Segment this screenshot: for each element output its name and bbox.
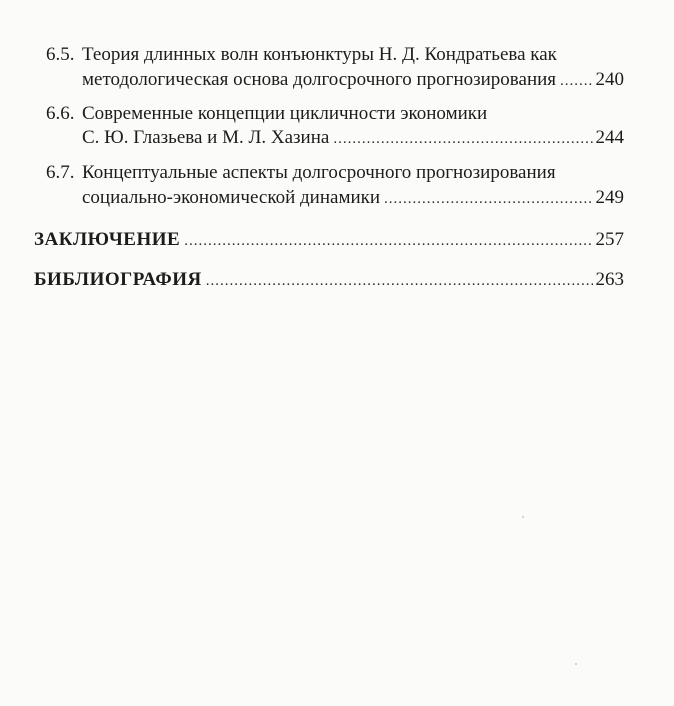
toc-entry-number: 6.5. (46, 44, 75, 65)
toc-entry-6-7-line1 (46, 161, 606, 185)
toc-entry-conclusion (34, 228, 624, 253)
toc-entry-title: ЗАКЛЮЧЕНИЕ (34, 229, 181, 250)
leader-dots (384, 187, 592, 211)
toc-page-number: 257 (595, 229, 624, 250)
leader-dots (184, 229, 592, 253)
toc-entry-title: БИБЛИОГРАФИЯ (34, 269, 202, 290)
toc-page-number: 244 (595, 127, 624, 148)
toc-entry-title-cont: социально-экономической динамики (82, 187, 381, 208)
paper-speck (522, 516, 524, 518)
toc-entry-6-5-line2 (82, 68, 624, 93)
toc-entry-6-5-line1 (46, 43, 606, 67)
toc-entry-6-7-line2 (82, 186, 624, 211)
toc-entry-title: Теория длинных волн конъюнктуры Н. Д. Кондратьева как (82, 44, 557, 65)
toc-entry-bibliography (34, 268, 624, 293)
toc-entry-number: 6.7. (46, 162, 75, 183)
toc-page-number: 249 (595, 187, 624, 208)
leader-dots (206, 269, 593, 293)
toc-page-number: 240 (595, 69, 624, 90)
toc-entry-title: Современные концепции цикличности экономики (82, 103, 488, 124)
toc-entry-6-6-line2 (82, 126, 624, 151)
toc-page-number: 263 (595, 269, 624, 290)
leader-dots (333, 127, 592, 151)
toc-entry-title-cont: методологическая основа долгосрочного прогнозирования (82, 69, 557, 90)
toc-entry-title-cont: С. Ю. Глазьева и М. Л. Хазина (82, 127, 330, 148)
toc-entry-number: 6.6. (46, 103, 75, 124)
leader-dots (560, 69, 592, 93)
paper-speck (575, 663, 577, 665)
toc-entry-6-6-line1 (46, 102, 606, 126)
toc-entry-title: Концептуальные аспекты долгосрочного прогнозирования (82, 162, 556, 183)
